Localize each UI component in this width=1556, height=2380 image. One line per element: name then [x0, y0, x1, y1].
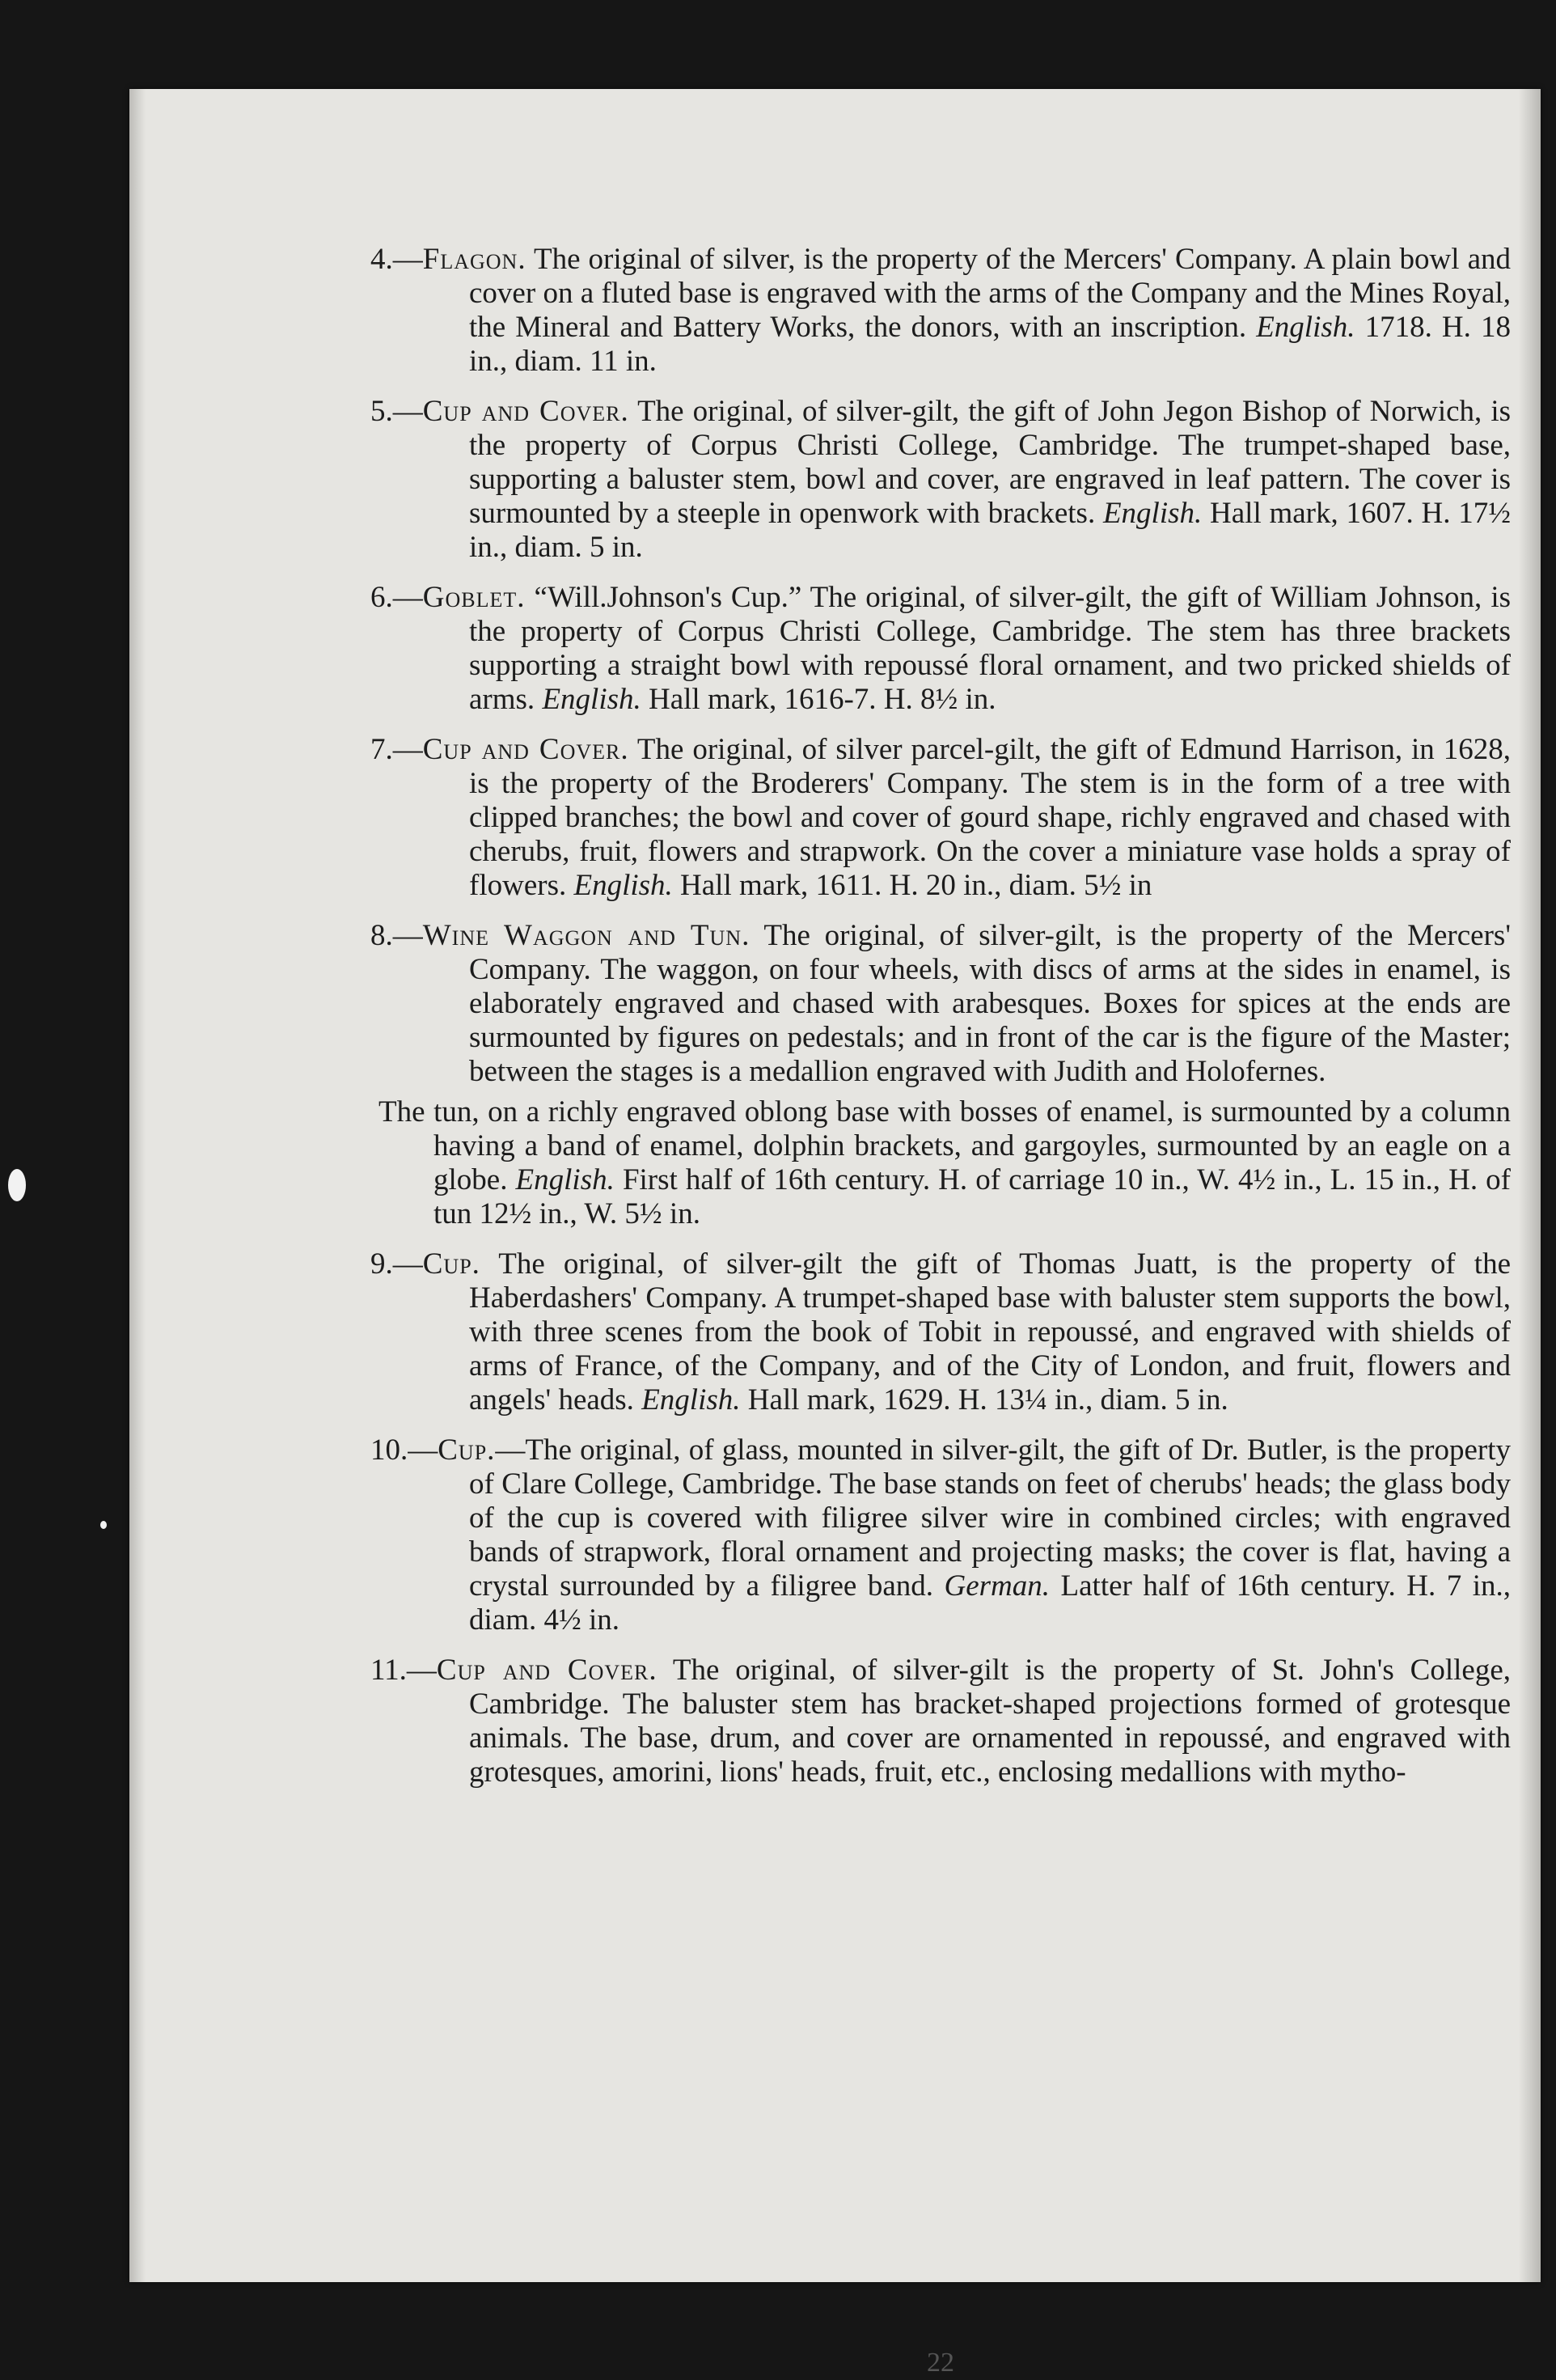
entry-number: 9.—	[370, 1247, 423, 1281]
entry-description: The original, of silver-gilt, is the property of the Mercers' Company. The waggon, on four wheels, with discs of arms at the sides in enamel, is elaborately engraved and chased with arabesques. Boxes for spices at the ends are surmounted by figures on pedestals; and in front of the car is the figure of the Master; between the stages is a medallion engraved with Judith and Holofernes.	[469, 919, 1511, 1088]
page-left-edge	[129, 89, 146, 2282]
entry-title: Cup and Cover.	[422, 733, 629, 766]
entry-origin: English.	[515, 1163, 615, 1196]
entry-origin: English.	[542, 683, 641, 716]
entry-title: Cup and Cover.	[422, 395, 629, 428]
catalogue-entry-6	[370, 581, 1511, 717]
catalogue-entry-11	[370, 1654, 1511, 1789]
entry-number: 7.—	[370, 733, 423, 766]
entry-number: 5.—	[370, 395, 423, 428]
entry-number: 8.—	[370, 919, 423, 952]
entry-title: Wine Waggon and Tun.	[422, 919, 751, 952]
entry-title: Cup and Cover.	[436, 1654, 657, 1687]
entry-description: The original, of silver parcel-gilt, the gift of Edmund Harrison, in 1628, is the property of the Broderers' Company. The stem is in the form of a tree with clipped branches; the bowl and cover of gourd shape, richly engraved and chased with cherubs, fruit, flowers and strapwork. On the cover a miniature vase holds a spray of flowers.	[469, 733, 1511, 902]
entry-description: —The original, of glass, mounted in silver-gilt, the gift of Dr. Butler, is the property of Clare College, Cambridge. The base stands on feet of cherubs' heads; the glass body of the cup is covered with filigree silver wire in combined circles; with engraved bands of strapwork, floral ornament and projecting masks; the cover is flat, having a crystal surrounded by a filigree band.	[469, 1434, 1511, 1603]
entry-description: The original, of silver-gilt, the gift of John Jegon Bishop of Norwich, is the property of Corpus Christi College, Cambridge. The trumpet-shaped base, supporting a baluster stem, bowl and cover, are engraved in leaf pattern. The cover is surmounted by a steeple in openwork with brackets.	[469, 395, 1512, 530]
entry-description: The original of silver, is the property of the Mercers' Company. A plain bowl and cover on a fluted base is engraved with the arms of the Company and the Mines Royal, the Mineral and Battery Works, the donors, with an inscription.	[469, 243, 1511, 344]
entry-origin: English.	[573, 869, 673, 902]
entry-number: 4.—	[370, 243, 423, 276]
scan-speck	[8, 1169, 26, 1201]
catalogue-entry-9	[370, 1247, 1511, 1417]
entry-title: Cup.	[422, 1247, 480, 1281]
entry-title: Goblet.	[422, 581, 526, 614]
catalogue-entry-7	[370, 733, 1511, 903]
catalogue-entry-8-continued	[325, 1095, 1511, 1231]
entry-description: The tun, on a richly engraved oblong base with bosses of enamel, is surmounted by a column having a band of enamel, dolphin brackets, and gargoyles, surmounted by an eagle on a globe.	[378, 1095, 1511, 1196]
entry-origin: German.	[944, 1569, 1051, 1603]
entry-dimensions: Hall mark, 1629. H. 13¼ in., diam. 5 in.	[740, 1383, 1228, 1417]
entry-dimensions: 1718. H. 18 in., diam. 11 in.	[469, 311, 1511, 378]
entry-origin: English.	[1102, 497, 1203, 530]
entry-title: Flagon.	[422, 243, 526, 276]
catalogue-text	[370, 243, 1512, 2378]
entry-number: 10.—	[370, 1434, 438, 1467]
entry-description: The original, of silver-gilt the gift of Thomas Juatt, is the property of the Haberdashers' Company. A trumpet-shaped base with baluster stem supports the bowl, with three scenes from the book of Tobit in repoussé, and engraved with shields of arms of France, of the Company, and of the City of London, and fruit, flowers and angels' heads.	[469, 1247, 1511, 1417]
entry-number: 6.—	[370, 581, 423, 614]
catalogue-entry-4	[370, 243, 1511, 379]
catalogue-entry-5	[370, 395, 1511, 565]
entry-origin: English.	[1256, 311, 1355, 344]
entry-description: The original, of silver-gilt is the property of St. John's College, Cambridge. The baluster stem has bracket-shaped projections formed of grotesque animals. The base, drum, and cover are ornamented in repoussé, and engraved with grotesques, amorini, lions' heads, fruit, etc., enclosing medallions with mytho-	[469, 1654, 1511, 1789]
entry-title: Cup.	[438, 1434, 496, 1467]
catalogue-entry-8	[370, 919, 1511, 1089]
catalogue-entry-10	[370, 1434, 1511, 1637]
entry-origin: English.	[641, 1383, 741, 1417]
entry-dimensions: First half of 16th century. H. of carriage 10 in., W. 4½ in., L. 15 in., H. of tun 12½ in., W. 5½ in.	[433, 1163, 1511, 1230]
entry-dimensions: Latter half of 16th century. H. 7 in., diam. 4½ in.	[469, 1569, 1511, 1637]
entry-dimensions: Hall mark, 1616-7. H. 8½ in.	[641, 683, 996, 716]
entry-number: 11.—	[370, 1654, 437, 1687]
scan-speck	[100, 1521, 107, 1529]
entry-dimensions: Hall mark, 1611. H. 20 in., diam. 5½ in	[672, 869, 1152, 902]
entry-description: “Will.Johnson's Cup.” The original, of silver-gilt, the gift of William Johnson, is the property of Corpus Christi College, Cambridge. The stem has three brackets supporting a straight bowl with repoussé floral ornament, and two pricked shields of arms.	[469, 581, 1511, 716]
entry-dimensions: Hall mark, 1607. H. 17½ in., diam. 5 in.	[469, 497, 1511, 564]
page-number: 22	[927, 2348, 954, 2378]
page-right-edge	[1519, 89, 1541, 2282]
